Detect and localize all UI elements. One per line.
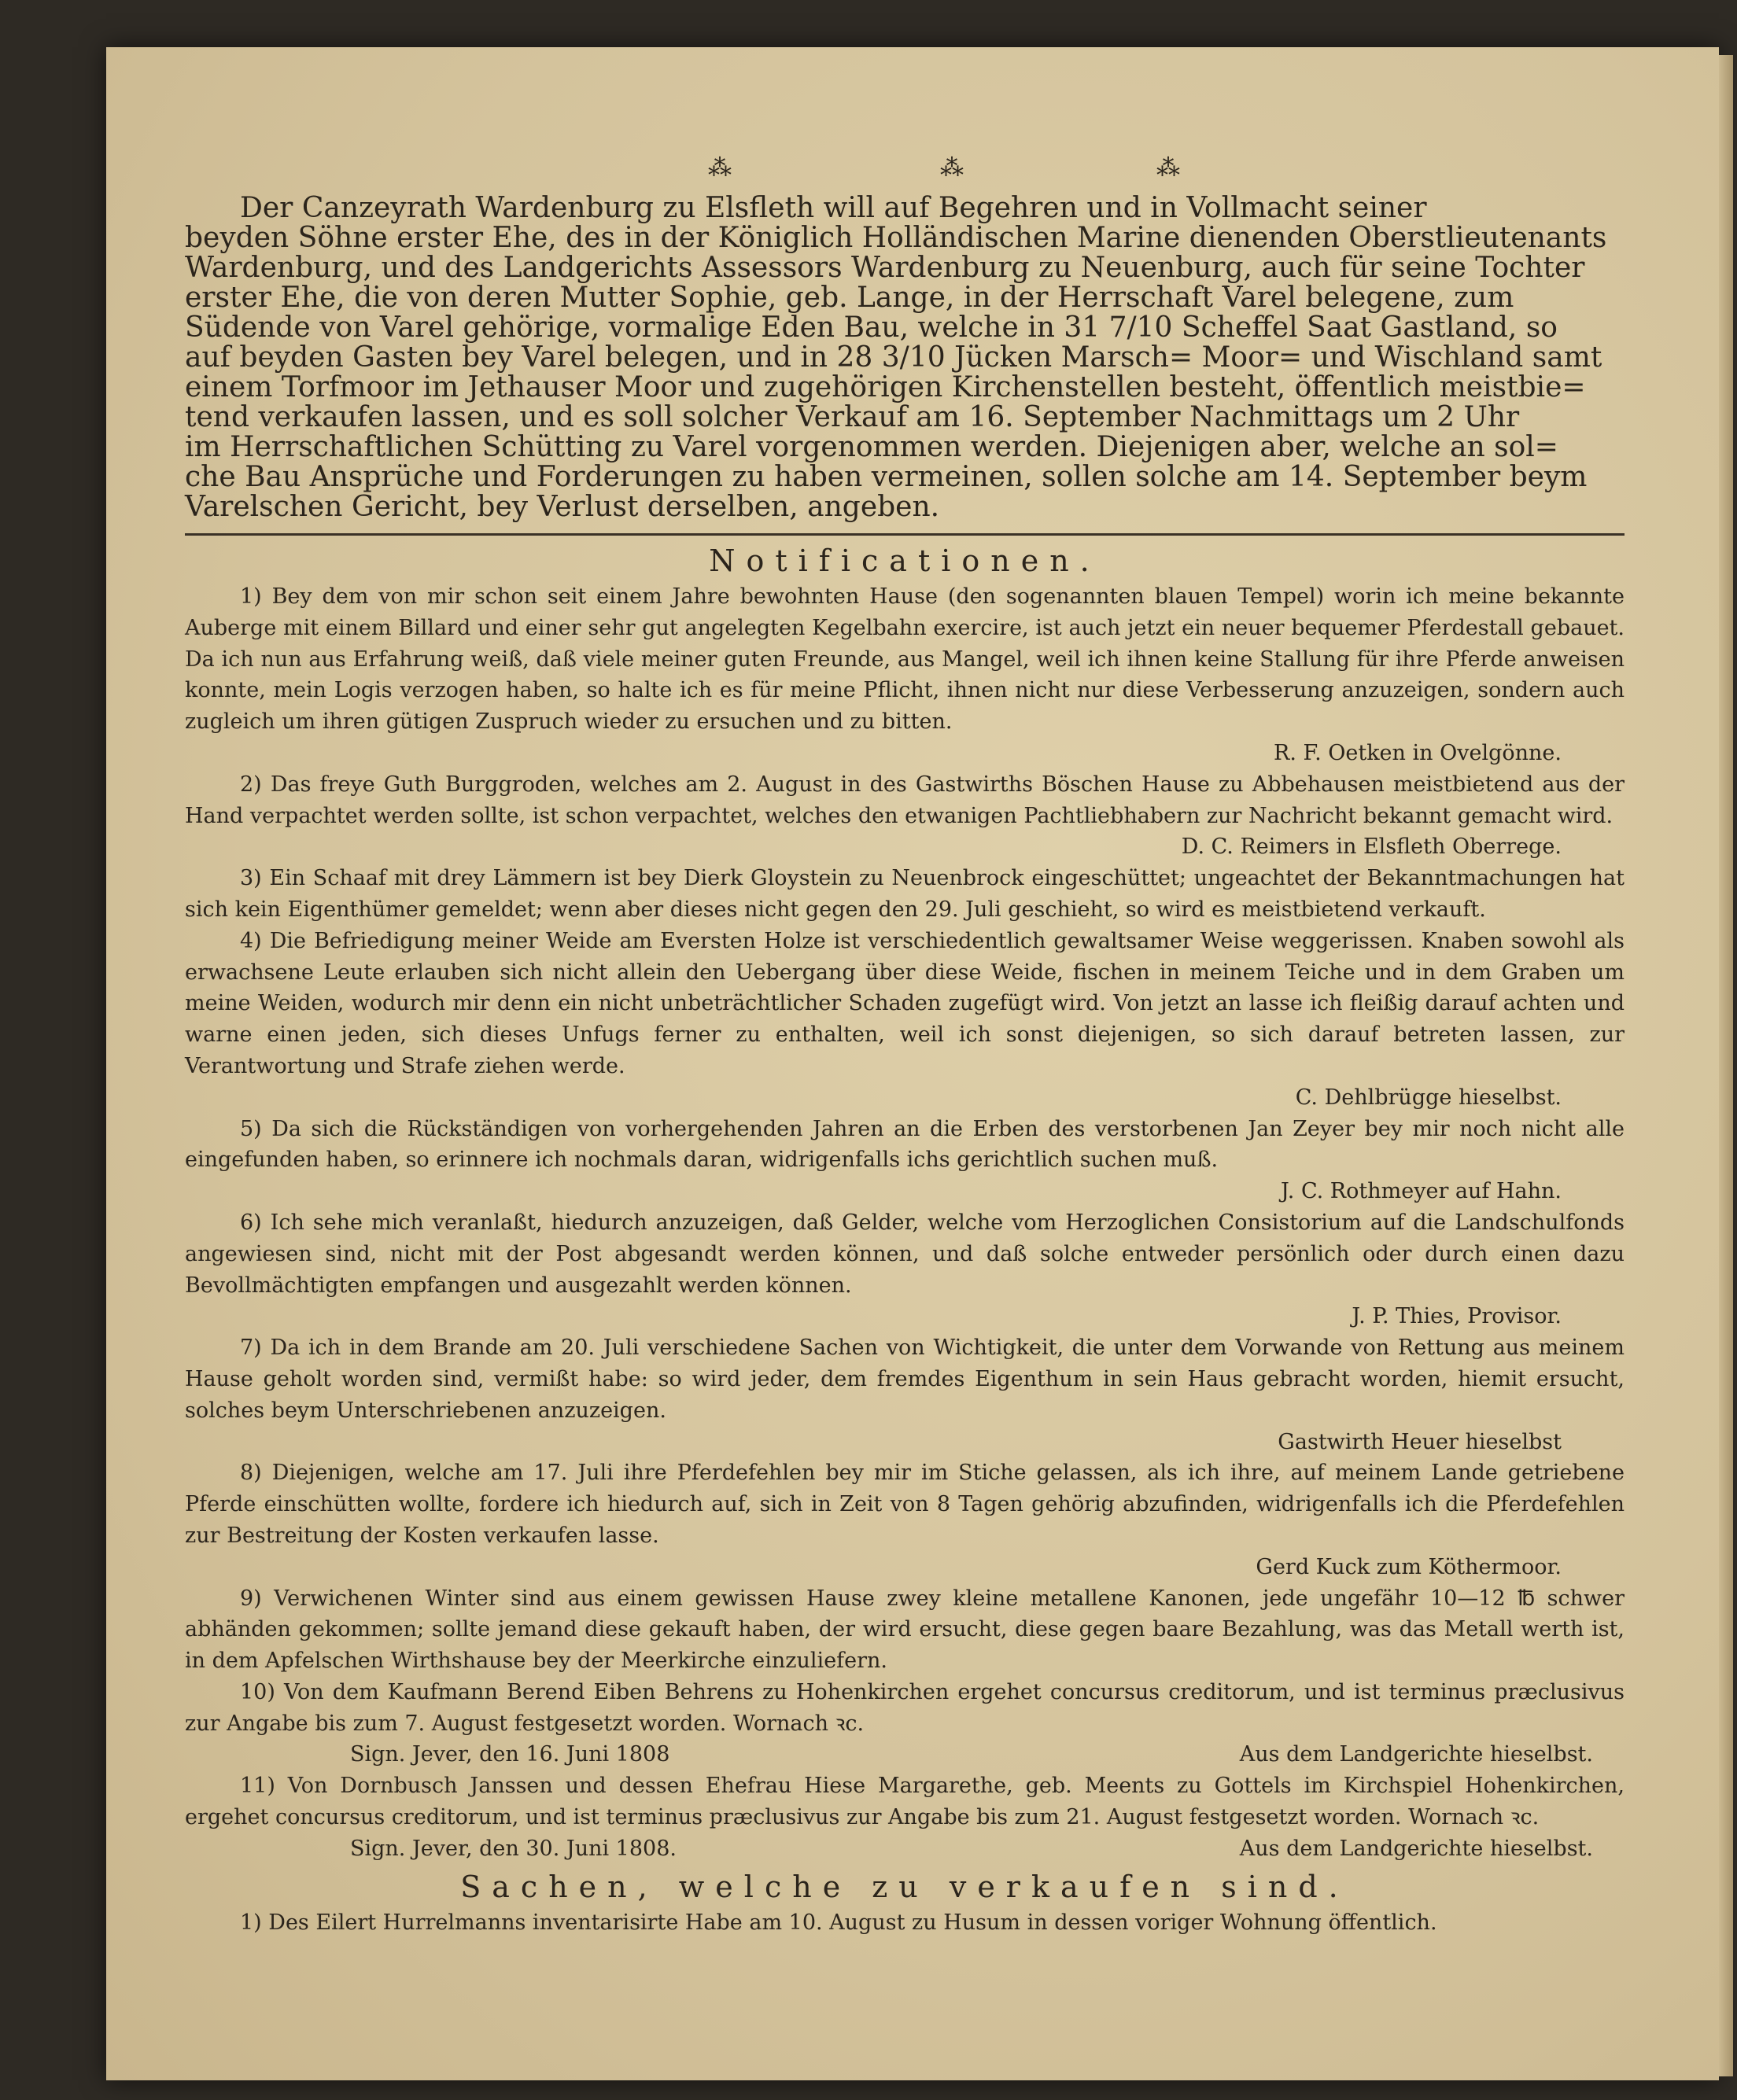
sale-heading: Sachen, welche zu verkaufen sind.: [460, 1869, 1349, 1904]
notice-line: Der Canzeyrath Wardenburg zu Elsfleth will auf Begehren und in Vollmacht seiner: [240, 192, 1427, 224]
court-signature-11: [185, 1833, 1625, 1865]
notification-item-8: 8) Diejenigen, welche am 17. Juli ihre Pferdefehlen bey mir im Stiche gelassen, als ich ihre, auf meinem Lande getriebene Pferde einschütten wollte, fordere ich hiedurch auf, sich in Zeit von 8 Tagen gehörig abzufinden, widrigenfalls ich die Pferdefehlen zur Bestreitung der Kosten verkaufen lasse.: [185, 1461, 1625, 1548]
notification-signature-8: Gerd Kuck zum Köthermoor.: [1256, 1554, 1562, 1579]
notice-line: che Bau Ansprüche und Forderungen zu haben vermeinen, sollen solche am 14. September beym: [185, 461, 1588, 493]
notification-signature-5: J. C. Rothmeyer auf Hahn.: [1281, 1179, 1562, 1204]
signature-court: Aus dem Landgerichte hieselbst.: [1239, 1836, 1593, 1861]
document-body: [185, 157, 1625, 1938]
notification-item-3: 3) Ein Schaaf mit drey Lämmern ist bey Dierk Gloystein zu Neuenbrock eingeschüttet; ungeachtet der Bekanntmachungen hat sich kein Eigenthümer gemeldet; wenn aber dieses nicht gegen den 29. Juli geschieht, so wird es meistbietend verkauft.: [185, 866, 1625, 922]
notification-signature-6: J. P. Thies, Provisor.: [1352, 1304, 1562, 1329]
notice-line: Südende von Varel gehörige, vormalige Eden Bau, welche in 31 7/10 Scheffel Saat Gastland, so: [185, 311, 1558, 344]
court-signature-10: [185, 1739, 1625, 1770]
signature-date: Sign. Jever, den 16. Juni 1808: [350, 1742, 670, 1767]
notification-item-6: 6) Ich sehe mich veranlaßt, hiedurch anzuzeigen, daß Gelder, welche vom Herzoglichen Consistorium auf die Landschulfonds angewiesen sind, nicht mit der Post abgesandt werden können, und daß solche entweder persönlich oder durch einen dazu Bevollmächtigten empfangen und ausgezahlt werden können.: [185, 1210, 1625, 1298]
signature-date: Sign. Jever, den 30. Juni 1808.: [350, 1836, 677, 1861]
notification-item-10: 10) Von dem Kaufmann Berend Eiben Behrens zu Hohenkirchen ergehet concursus creditorum, und ist terminus præclusivus zur Angabe bis zum 7. August festgesetzt worden. Wornach ꝛc.: [185, 1679, 1625, 1736]
notice-line: tend verkaufen lassen, und es soll solcher Verkauf am 16. September Nachmittags um 2 Uhr: [185, 401, 1520, 433]
notification-signature-2: D. C. Reimers in Elsfleth Oberrege.: [1181, 834, 1562, 860]
ornament-right: ⁂: [1156, 154, 1182, 182]
notification-item-7: 7) Da ich in dem Brande am 20. Juli verschiedene Sachen von Wichtigkeit, die unter dem Vorwande von Rettung aus meinem Hause geholt worden sind, vermißt habe: so wird jeder, dem fremdes Eigenthum in sein Haus gebracht worden, hiemit ersucht, solches beym Unterschriebenen anzuzeigen.: [185, 1336, 1625, 1423]
signature-court: Aus dem Landgerichte hieselbst.: [1239, 1742, 1593, 1767]
ornament-center: ⁂: [940, 154, 965, 182]
sale-item-1: 1) Des Eilert Hurrelmanns inventarisirte Habe am 10. August zu Husum in dessen voriger Wohnung öffentlich.: [240, 1910, 1437, 1935]
section-divider: [185, 533, 1625, 536]
notification-signature-1: R. F. Oetken in Ovelgönne.: [1274, 740, 1562, 765]
notice-line: Wardenburg, und des Landgerichts Assessors Wardenburg zu Neuenburg, auch für seine Tochter: [185, 252, 1585, 284]
notification-item-9: 9) Verwichenen Winter sind aus einem gewissen Hause zwey kleine metallene Kanonen, jede ungefähr 10—12 ℔ schwer abhänden gekommen; sollte jemand diese gekauft haben, der wird ersucht, diese gegen baare Bezahlung, was das Metall werth ist, in dem Apfelschen Wirthshause bey der Meerkirche einzuliefern.: [185, 1586, 1625, 1674]
notification-item-2: 2) Das freye Guth Burggroden, welches am 2. August in des Gastwirths Böschen Hause zu Abbehausen meistbietend aus der Hand verpachtet werden sollte, ist schon verpachtet, welches den etwanigen Pachtliebhabern zur Nachricht bekannt gemacht wird.: [185, 772, 1625, 828]
notice-line: Varelschen Gericht, bey Verlust derselben, angeben.: [185, 491, 940, 523]
notification-signature-4: C. Dehlbrügge hieselbst.: [1295, 1085, 1562, 1110]
notification-signature-7: Gastwirth Heuer hieselbst: [1278, 1429, 1562, 1454]
notifications-heading: Notificationen.: [709, 543, 1101, 578]
ornament-left: ⁂: [708, 154, 733, 182]
notice-line: einem Torfmoor im Jethauser Moor und zugehörigen Kirchenstellen besteht, öffentlich meistbie=: [185, 371, 1586, 403]
notification-item-5: 5) Da sich die Rückständigen von vorhergehenden Jahren an die Erben des verstorbenen Jan Zeyer bey mir noch nicht alle eingefunden haben, so erinnere ich nochmals daran, widrigenfalls ichs gerichtlich suchen muß.: [185, 1116, 1625, 1173]
notice-line: im Herrschaftlichen Schütting zu Varel vorgenommen werden. Diejenigen aber, welche an sol=: [185, 431, 1558, 463]
notice-line: auf beyden Gasten bey Varel belegen, und in 28 3/10 Jücken Marsch= Moor= und Wischland samt: [185, 341, 1602, 374]
page-edge: [1719, 55, 1733, 2076]
notice-line: beyden Söhne erster Ehe, des in der Königlich Holländischen Marine dienenden Oberstlieutenants: [185, 222, 1607, 254]
notification-item-11: 11) Von Dornbusch Janssen und dessen Ehefrau Hiese Margarethe, geb. Meents zu Gottels im Kirchspiel Hohenkirchen, ergehet concursus creditorum, und ist terminus præclusivus zur Angabe bis zum 21. August festgesetzt worden. Wornach ꝛc.: [185, 1774, 1625, 1830]
notification-item-1: 1) Bey dem von mir schon seit einem Jahre bewohnten Hause (den sogenannten blauen Tempel) worin ich meine bekannte Auberge mit einem Billard und einer sehr gut angelegten Kegelbahn exercire, ist auch jetzt ein neuer bequemer Pferdestall gebauet. Da ich nun aus Erfahrung weiß, daß viele meiner guten Freunde, aus Mangel, weil ich ihnen keine Stallung für ihre Pferde anweisen konnte, mein Logis verzogen haben, so halte ich es für meine Pflicht, ihnen nicht nur diese Verbesserung anzuzeigen, sondern auch zugleich um ihren gütigen Zuspruch wieder zu ersuchen und zu bitten.: [185, 584, 1625, 735]
notice-line: erster Ehe, die von deren Mutter Sophie, geb. Lange, in der Herrschaft Varel belegene, zum: [185, 282, 1514, 314]
sale-notice: [185, 193, 1625, 522]
notification-item-4: 4) Die Befriedigung meiner Weide am Eversten Holze ist verschiedentlich gewaltsamer Weise weggerissen. Knaben sowohl als erwachsene Leute erlauben sich nicht allein den Uebergang über diese Weide, fischen in meinem Teiche und in dem Graben um meine Weiden, wodurch mir denn ein nicht unbeträchtlicher Schaden zugefügt wird. Von jetzt an lasse ich fleißig darauf achten und warne einen jeden, sich dieses Unfugs ferner zu enthalten, weil ich sonst diejenigen, so sich darauf betreten lassen, zur Verantwortung und Strafe ziehen werde.: [185, 928, 1625, 1078]
